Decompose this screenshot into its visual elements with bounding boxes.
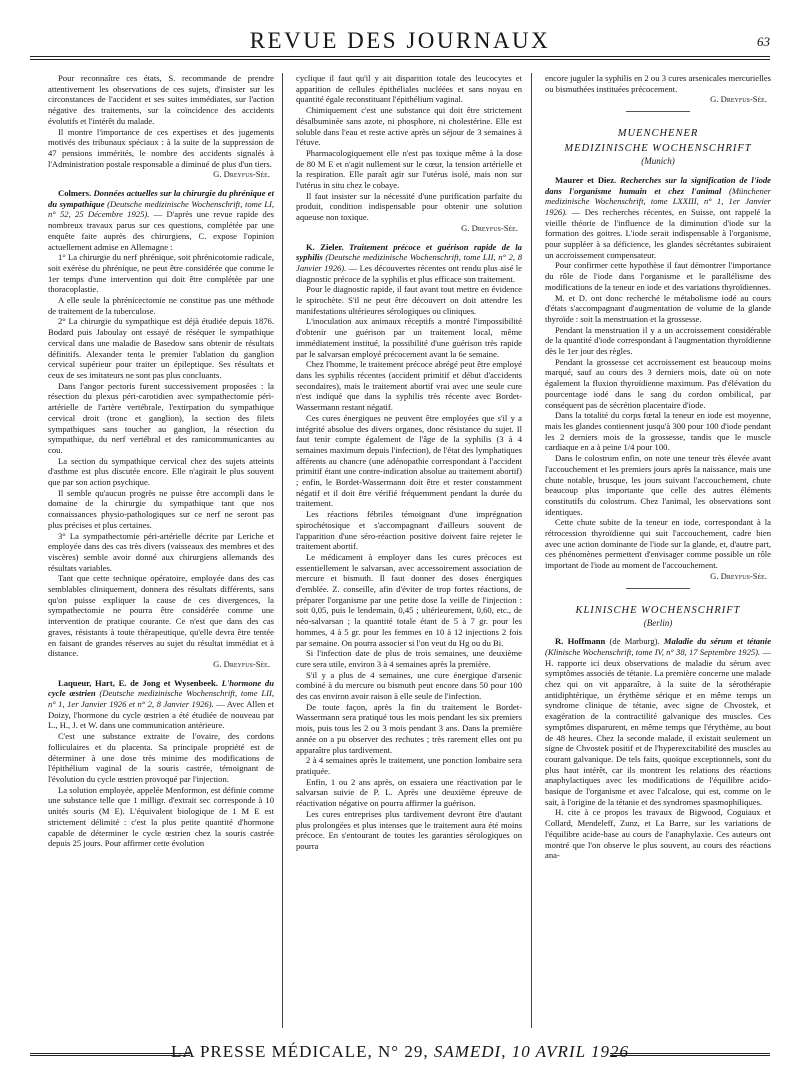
footer-date: SAMEDI, 10 AVRIL 1926: [433, 1042, 630, 1061]
article-zieler: [296, 242, 522, 285]
signature: G. Dreyfus-Sée.: [710, 94, 767, 105]
article-author: Colmers.: [58, 188, 92, 199]
paragraph: Pendant la menstruation il y a un accroissement considérable de la quantité d'iode correspondant à l'augmentation thyroïdienne dès le 1er jour des règles.: [545, 324, 771, 357]
article-source: (Deutsche medizinische Wochenschrift, tome LII, n° 2, 8 Janvier 1926).: [296, 252, 522, 273]
article-author: Maurer et Diez.: [555, 174, 617, 185]
paragraph: Les cures entreprises plus tardivement devront être d'autant plus prolongées et plus intenses que le traitement aura été moins précoce. En s'entourant de toutes les garanties sérologiques on pourra: [296, 808, 522, 851]
journal-heading: MEDIZINISCHE WOCHENSCHRIFT: [564, 143, 752, 155]
journal-city: (Munich): [641, 156, 675, 167]
paragraph: Chimiquement c'est une substance qui doit être strictement désalbuminée sans azote, ni phosphore, ni cholestérine. Elle est soluble dans l'eau et reste active après un séjour de 3 semaines à l'étuve.: [296, 105, 522, 148]
article-author: Laqueur, Hart, E. de Jong et Wysenbeek.: [58, 677, 218, 688]
paragraph: Pour reconnaître ces états, S. recommande de prendre attentivement les observations de ces sujets, d'insister sur les circonstances de l'accident et ses suites immédiates, sur l'action négative des traitements, sur la coïncidence des accidents évolutifs et l'intérêt du malade.: [48, 73, 274, 126]
article-colmers: [48, 188, 274, 252]
article-intro: — D'après une revue rapide des nombreux travaux parus sur ces questions, complétée par une enquête faite auprès des chirurgiens, C. expose l'opinion actuellement admise en Allemagne :: [48, 209, 274, 252]
paragraph: Il semble qu'aucun progrès ne puisse être accompli dans le domaine de la chirurgie du sympathique tant que nos connaissances physio-pathologiques sur ce nerf ne seront pas plus précises et plus certaines.: [48, 487, 274, 530]
paragraph: M. et D. ont donc recherché le métabolisme iodé au cours d'états s'accompagnant d'augmentation de volume de la glande thyroïde : soit la menstruation et la grossesse.: [545, 292, 771, 324]
column-2: [296, 73, 522, 1033]
article-laqueur: [48, 678, 274, 732]
journal-city: (Berlin): [643, 617, 673, 628]
column-3: [545, 73, 771, 1033]
article-source: (Münchener medizinische Wochenschrift, tome LXXIII, n° 1, 1er Janvier 1926).: [545, 185, 771, 217]
page-number: 63: [757, 34, 770, 49]
article-maurer-diez: [545, 175, 771, 261]
paragraph: Enfin, 1 ou 2 ans après, on essaiera une réactivation par le salvarsan suivie de P. L. Après une deuxième épreuve de réactivation négative on pourra affirmer la guérison.: [296, 776, 522, 809]
section-separator: [626, 111, 690, 112]
paragraph: C'est une substance extraite de l'ovaire, des cordons folliculaires et du placenta. Sa principale propriété est de déterminer à une dose très minime des modifications de l'épithélium vaginal de la souris castrée, témoignant de l'évolution du cycle œstrien provoqué par l'injection.: [48, 731, 274, 784]
signature: G. Dreyfus-Sée.: [213, 169, 270, 180]
paragraph: 2° La chirurgie du sympathique est déjà étudiée depuis 1876. Bodard puis Jaboulay ont essayé de réséquer le sympathique cervical dans une maladie de Basedow sans obtenir de résultats définitifs. Alexander tenta le premier l'ablation du ganglion cervical supérieur pour traiter un épileptique. Ses résultats et ceux de ses imitateurs ne sont pas plus concluants.: [48, 316, 274, 380]
paragraph: L'inoculation aux animaux réceptifs a montré l'impossibilité d'obtenir une guérison par un traitement local, même immédiatement institué, la possibilité d'une guérison très rapide par le salvarsan employé précocement avant la 6e semaine.: [296, 316, 522, 359]
article-intro: — Avec Allen et Doizy, l'hormone du cycle œstrien a été étudiée de nouveau par L., H., J. et W. dans une communication antérieure.: [48, 699, 274, 731]
paragraph: La section du sympathique cervical chez des sujets atteints d'asthme est plus discutée encore. Elle n'agirait le plus souvent que par son action psychique.: [48, 455, 274, 488]
column-1: [48, 73, 274, 1033]
article-title: Maladie du sérum et tétanie: [663, 636, 771, 647]
header-title: REVUE DES JOURNAUX: [249, 28, 551, 53]
paragraph: 3° La sympathectomie péri-artérielle décrite par Leriche et employée dans des cas très divers (vaisseaux des membres et des viscères) semble avoir donné aux chirurgiens allemands des résultats variables.: [48, 530, 274, 573]
header-rule: [30, 56, 770, 57]
paragraph: Dans le colostrum enfin, on note une teneur très élevée avant l'accouchement et les premiers jours après la naissance, mais une chute notable, brusque, les jours suivant l'accouchement, chute beaucoup plus importante que celle des autres éléments constitutifs du colostrum. Chez l'animal, les observations sont identiques.: [545, 453, 771, 517]
article-columns: [48, 73, 772, 1033]
section-separator: [626, 588, 690, 589]
article-intro: — Les découvertes récentes ont rendu plus aisé le diagnostic précoce de la syphilis et plus efficace son traitement.: [296, 262, 522, 284]
paragraph: cyclique il faut qu'il y ait disparition totale des leucocytes et apparition de cellules épithéliales nucléées et sans noyau en quantité égale reconstituant l'épithélium vaginal.: [296, 73, 522, 105]
article-source: (Klinische Wochenschrift, tome IV, n° 38, 17 Septembre 1925).: [545, 646, 761, 657]
journal-heading: KLINISCHE WOCHENSCHRIFT: [575, 604, 741, 616]
article-author: R. Hoffmann: [555, 636, 606, 647]
paragraph: Le médicament à employer dans les cures précoces est essentiellement le salvarsan, avec accessoirement association de mercure et bismuth. Il faut donner des doses énergiques d'emblée. Z. conseille, afin d'éviter de trop fortes réactions, de préparer l'organisme par une petite dose la veille de l'injection : soit 0,05, puis le lendemain, 0,45 ; ultérieurement, 0,60, etc., de néo-salvarsan ; la quantité totale étant de 5 à 7 gr. pour les hommes, 4 à 5 gr. pour les femmes en 10 à 12 injections 2 fois par semaine. On pourra associer si l'on veut du Hg ou du Bi.: [296, 551, 522, 648]
running-header: [30, 26, 770, 68]
paragraph: Dans la totalité du corps fœtal la teneur en iode est moyenne, mais les glandes contiennent jusqu'à 300 pour 100 d'iode pendant les 2 derniers mois de la grossesse, tandis que le muscle cardiaque en a à peine 1/4 pour 100.: [545, 410, 771, 453]
article-title: Données actuelles sur la chirurgie du phrénique et du sympathique: [48, 188, 274, 209]
signature: G. Dreyfus-Sée.: [461, 222, 518, 233]
footer-title: [30, 1042, 770, 1062]
article-hoffmann: [545, 636, 771, 807]
article-author: K. Zieler.: [306, 241, 344, 252]
paragraph: Pour confirmer cette hypothèse il faut démontrer l'importance du rôle de l'iode dans l'organisme et le parallélisme des modifications de la teneur en iode et des variations thyroïdiennes.: [545, 260, 771, 292]
paragraph: Les réactions fébriles témoignant d'une imprégnation spirochétosique et s'accompagnant d'ailleurs souvent de l'apparition d'une séro-réaction positive doivent faire rejeter le traitement abortif.: [296, 509, 522, 552]
paragraph: Pour le diagnostic rapide, il faut avant tout mettre en évidence le spirochète. S'il ne peut être découvert on doit attendre les manifestations ultérieures sérologiques ou cliniques.: [296, 284, 522, 316]
article-source: (Deutsche medizinische Wochenschrift, tome LI, n° 52, 25 Décembre 1925).: [48, 198, 274, 220]
paragraph: De toute façon, après la fin du traitement le Bordet-Wassermann sera pratiqué tous les mois pendant les six premiers mois, puis tous les 2 ou 3 mois pendant 3 ans. Dans la première année on a pu observer des rechutes ; très rarement elles ont pu apparaître plus tardivement.: [296, 701, 522, 755]
paragraph: Ces cures énergiques ne peuvent être employées que s'il y a intégrité absolue des divers organes, donc résistance du sujet. Il faut tenir compte également de l'âge de la syphilis (3 à 4 semaines maximum depuis l'infection), de l'état des lymphatiques afférents au chancre (une adénopathie correspondant à l'accident primitif étant une contre-indication absolue au traitement abortif) ; enfin, le Bordet-Wassermann doit être et rester constamment négatif et il doit être vérifié fréquemment pendant la durée du traitement.: [296, 412, 522, 509]
paragraph: 2 à 4 semaines après le traitement, une ponction lombaire sera pratiquée.: [296, 755, 522, 776]
signature: G. Dreyfus-Sée.: [710, 570, 767, 581]
article-title: L'hormone du cycle œstrien: [48, 677, 274, 699]
article-title: Traitement précoce et guérison rapide de la syphilis: [296, 241, 522, 263]
paragraph: Pharmacologiquement elle n'est pas toxique même à la dose de 80 M E et n'agit nullement sur le cœur, la tension artérielle et la respiration. Elle paraît agir sur l'utérus isolé, mais non sur l'utérus in situ chez le cobaye.: [296, 147, 522, 191]
article-affiliation: (de Marburg).: [609, 636, 660, 647]
footer-journal: LA PRESSE MÉDICALE, N° 29,: [170, 1042, 429, 1061]
paragraph: Dans l'angor pectoris furent successivement proposées : la résection du plexus péri-carotidien avec sympathectomie péri-artérielle de l'artère vertébrale, l'extirpation du sympathique cervical droit (tronc et ganglion), la section des filets sympathiques sans toucher au ganglion, la résection du sympathique, du nerf vertébral et des ramicommunicantes au cou.: [48, 380, 274, 455]
paragraph: Pendant la grossesse cet accroissement est beaucoup moins marqué, sauf au cours des 3 derniers mois, date où on note également la fluxion thyroïdienne maximum. Pas d'élévation du pourcentage iodé dans le sang du cordon ombilical, par conséquent pas de sécrétion placentaire d'iode.: [545, 356, 771, 410]
header-rule: [30, 59, 770, 60]
paragraph: encore juguler la syphilis en 2 ou 3 cures arsenicales mercurielles ou bismuthées instituées précocement.: [545, 73, 771, 94]
paragraph: S'il y a plus de 4 semaines, une cure énergique d'arsenic combiné à du mercure ou bismuth peut encore dans 50 pour 100 des cas environ avoir raison à elle seule de l'infection.: [296, 669, 522, 702]
paragraph: Chez l'homme, le traitement précoce abrégé peut être employé dans les syphilis récentes (accident primitif et début d'accidents secondaires), mais le traitement abortif vrai avec une seule cure n'est indiqué que dans la syphilis très récente avec Bordet-Wassermann restant négatif.: [296, 359, 522, 413]
paragraph: Cette chute subite de la teneur en iode, correspondant à la rétrocession thyroïdienne qui suit l'accouchement, cadre bien avec une action dominante de l'iode sur la glande, et, d'autre part, ces phénomènes permettent d'envisager comme possible un rôle important de l'iode au moment de l'accouchement.: [545, 517, 771, 571]
paragraph: 1° La chirurgie du nerf phrénique, soit phrénicotomie radicale, soit exérèse du phrénique, ne peut être considérée que comme le 1er temps d'une intervention qui doit être complétée par une thoracoplastie.: [48, 252, 274, 295]
article-title: Recherches sur la signification de l'iode dans l'organisme humain et chez l'animal: [545, 174, 771, 196]
article-source: (Deutsche medizinische Wochenschrift, tome LII, n° 1, 1er Janvier 1926 et n° 2, 8 Janvier 1926).: [48, 688, 274, 710]
signature: G. Dreyfus-Sée.: [213, 658, 270, 669]
paragraph: H. cite à ce propos les travaux de Bigwood, Coguiaux et Collard, Mendeleff, Zunz, et La Barre, sur les variations de l'équilibre acide-base au cours de l'anaphylaxie. Ces auteurs ont montré que l'on observe le plus souvent, au cours des réactions ana-: [545, 807, 771, 861]
journal-heading: MUENCHENER: [617, 128, 699, 140]
paragraph: Si l'infection date de plus de trois semaines, une deuxième cure sera utile, environ 3 à 4 semaines après la première.: [296, 648, 522, 669]
running-footer: [30, 1042, 770, 1068]
paragraph: La solution employée, appelée Menformon, est définie comme une substance telle que 1 milligr. d'extrait sec corresponde à 10 unités souris (M E). L'équivalent biologique de 1 M E est strictement délimité : c'est la plus petite quantité d'hormone capable de déterminer le cycle œstrien chez la souris castrée depuis 25 jours. Pour affirmer cette évolution: [48, 784, 274, 849]
paragraph: Il faut insister sur la nécessité d'une purification parfaite du produit, condition indispensable pour obtenir une solution aqueuse non toxique.: [296, 190, 522, 223]
article-intro: — H. rapporte ici deux observations de maladie du sérum avec symptômes associés de tétanie. La première concerne une malade chez qui on vit apparaître, à la suite de la sérothérapie antidiphtérique, un érythème sérique et en même temps un syndrome clinique de tétanie, avec signe de Chvostek, et exagération de la contractilité galvanique des muscles. Ces symptômes disparurent, en même temps que l'érythème, au bout de 48 heures. Chez la seconde malade, il existait seulement un signe de Chvostek positif et de l'hyperexcitabilité des muscles au courant galvanique. De tels faits, quoique exceptionnels, sont du plus haut intérêt, car ils montrent les relations des réactions anaphylactiques avec les modifications de l'équilibre acido-basique de l'organisme et avec l'alcalose, qui est, comme on le sait, à l'origine de la tétanie et des syndromes spasmophiliques.: [545, 646, 771, 807]
paragraph: Tant que cette technique opératoire, employée dans des cas semblables cliniquement, donnera des résultats différents, sans qu'on puisse expliquer la cause de ces divergences, la sympathectomie ne pourra être considérée comme une intervention de pratique courante. Ce n'est que dans des cas graves, résistants à toute thérapeutique, qu'elle devra être tentée en faisant de grandes réserves au sujet du résultat immédiat et à distance.: [48, 573, 274, 659]
paragraph: Il montre l'importance de ces expertises et des jugements motivés des tribunaux spéciaux : à la suite de la suppression de 47 pensions immérités, le nombre des accidents signalés à l'Administration postale responsable a diminué de plus d'un tiers.: [48, 126, 274, 169]
paragraph: A elle seule la phrénicectomie ne constitue pas une méthode de traitement de la tuberculose.: [48, 295, 274, 316]
article-intro: — Des recherches récentes, en Suisse, ont rappelé la vieille théorie de l'influence de la diminution d'iode sur la formation des goitres. L'iode serait indispensable à l'organisme, pour suppléer à sa déficience, les glandes sécrétantes subiraient un accroissement compensateur.: [545, 206, 771, 260]
